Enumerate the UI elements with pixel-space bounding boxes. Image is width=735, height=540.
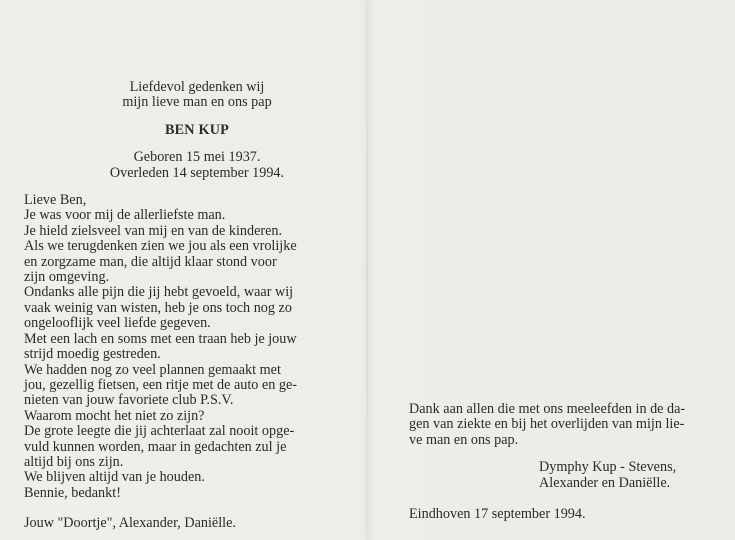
thanks-line: Dank aan allen die met ons meeleefden in de da- — [409, 401, 686, 417]
intro-line-2: mijn lieve man en ons pap — [122, 94, 272, 111]
intro-line-1: Liefdevol gedenken wij — [129, 79, 265, 95]
letter-line: nieten van jouw favoriete club P.S.V. — [24, 392, 234, 409]
letter-line: We hadden nog zo veel plannen gemaakt met — [24, 361, 281, 378]
letter-line: Bennie, bedankt! — [24, 484, 121, 501]
thanks-line: gen van ziekte en bij het overlijden van mijn lie- — [409, 416, 685, 433]
letter-line: Lieve Ben, — [24, 192, 87, 209]
thanks-text — [409, 402, 709, 448]
family-line-2: Alexander en Daniëlle. — [539, 474, 671, 491]
thanks-line: ve man en ons pap. — [409, 431, 519, 448]
card-fold — [366, 0, 368, 540]
letter-line: vuld kunnen worden, maar in gedachten zul je — [24, 438, 287, 455]
place-date: Eindhoven 17 september 1994. — [409, 506, 586, 523]
letter-line: Je hield zielsveel van mij en van de kinderen. — [24, 222, 283, 239]
letter-line: Ondanks alle pijn die jij hebt gevoeld, waar wij — [24, 284, 294, 301]
letter-line: vaak weinig van wisten, heb je ons toch nog zo — [24, 299, 292, 316]
letter-line: ongelooflijk veel liefde gegeven. — [24, 315, 211, 332]
family-line-1: Dymphy Kup - Stevens, — [539, 459, 677, 476]
letter-line: We blijven altijd van je houden. — [24, 469, 205, 486]
letter-line: Als we terugdenken zien we jou als een vrolijke — [24, 238, 297, 255]
left-panel — [24, 80, 354, 532]
letter-line: zijn omgeving. — [24, 269, 110, 286]
letter-line: Je was voor mij de allerliefste man. — [24, 207, 226, 224]
letter-line: De grote leegte die jij achterlaat zal nooit opge- — [24, 423, 295, 440]
letter-text — [24, 193, 354, 501]
letter-line: Waarom mocht het niet zo zijn? — [24, 407, 205, 424]
signature: Jouw "Doortje", Alexander, Daniëlle. — [24, 515, 236, 532]
letter-line: en zorgzame man, die altijd klaar stond voor — [24, 253, 277, 270]
dates-block — [40, 150, 354, 181]
letter-line: jou, gezellig fietsen, een ritje met de auto en ge- — [24, 376, 297, 393]
deceased-name: BEN KUP — [164, 121, 230, 138]
family-names — [539, 460, 709, 491]
intro-block — [24, 80, 354, 181]
right-panel — [409, 402, 709, 522]
letter-line: strijd moedig gestreden. — [24, 346, 161, 363]
birth-date: Geboren 15 mei 1937. — [133, 149, 261, 166]
letter-line: altijd bij ons zijn. — [24, 453, 124, 470]
letter-line: Met een lach en soms met een traan heb je jouw — [24, 330, 297, 347]
death-date: Overleden 14 september 1994. — [109, 164, 285, 181]
